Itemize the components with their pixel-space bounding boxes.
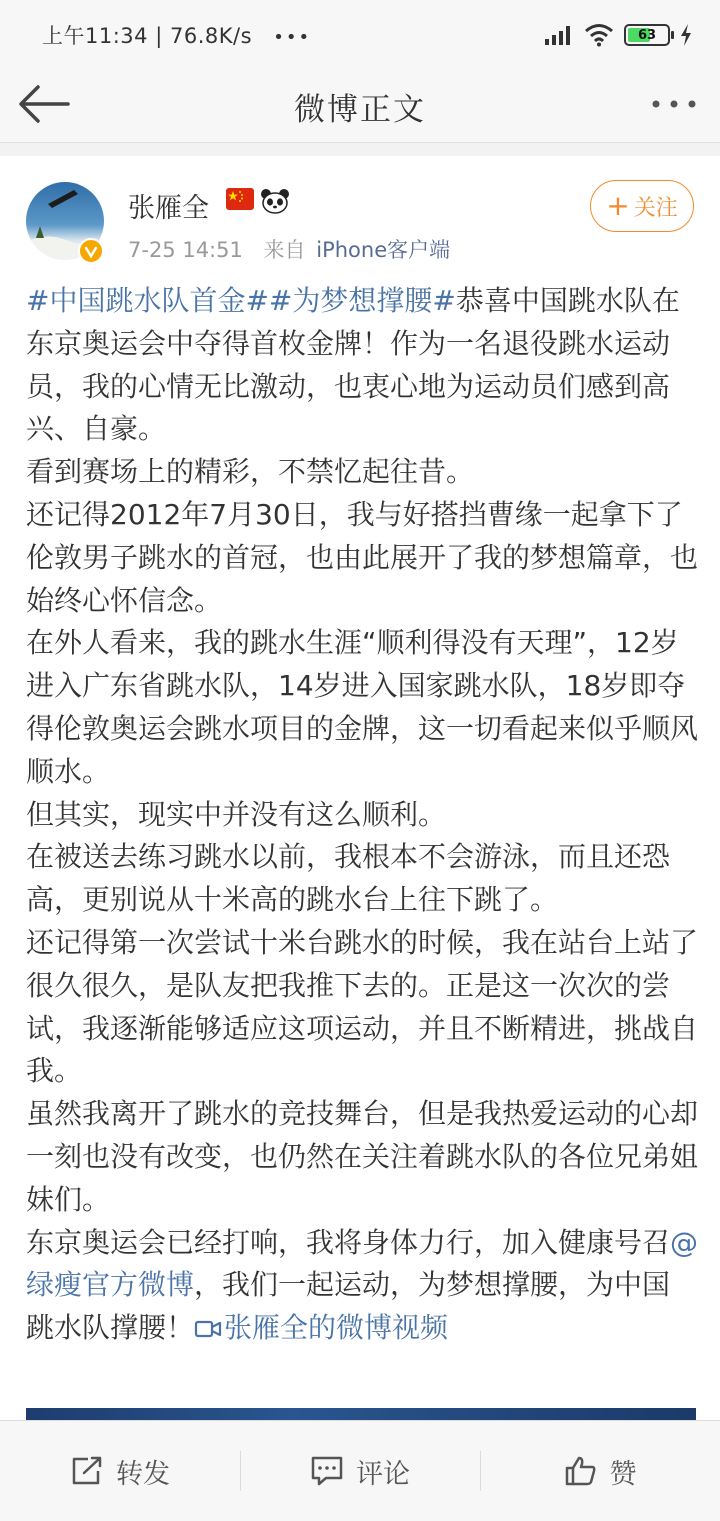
- mention-link[interactable]: @绿瘦官方微博: [26, 1225, 699, 1302]
- paragraph-6: 在被送去练习跳水以前，我根本不会游泳，而且还恐高，更别说从十米高的跳水台上往下跳了。: [26, 840, 671, 917]
- author-name[interactable]: 张雁全: [128, 193, 209, 224]
- like-button[interactable]: [480, 1421, 720, 1521]
- follow-button[interactable]: [590, 180, 694, 232]
- charging-icon: [680, 24, 692, 46]
- action-bar: [0, 1420, 720, 1521]
- video-thumbnail[interactable]: [26, 1408, 696, 1420]
- post-source-link[interactable]: iPhone客户端: [316, 238, 451, 262]
- status-notification-dots: •••: [273, 27, 312, 48]
- video-link[interactable]: [194, 1311, 448, 1344]
- comment-label: 评论: [356, 1458, 410, 1490]
- paragraph-9-before: 东京奥运会已经打响，我将身体力行，加入健康号召: [26, 1225, 671, 1259]
- panda-icon: [260, 188, 290, 214]
- follow-label: 关注: [633, 195, 678, 221]
- plus-icon: +: [606, 189, 630, 222]
- video-link-label: 张雁全的微博视频: [224, 1311, 449, 1345]
- paragraph-1: [26, 280, 698, 451]
- post-meta: [128, 234, 450, 264]
- like-label: 赞: [609, 1458, 637, 1490]
- status-bar: [0, 0, 720, 66]
- author-badges: [226, 188, 290, 214]
- status-left: [42, 20, 311, 50]
- post-body: [26, 280, 698, 1350]
- signal-icon: [544, 24, 574, 46]
- paragraph-4: 在外人看来，我的跳水生涯“顺利得没有天理”，12岁进入广东省跳水队，14岁进入国家跳水队，18岁即夺得伦敦奥运会跳水项目的金牌，这一切看起来似乎顺风顺水。: [26, 626, 699, 788]
- status-right: [544, 22, 692, 48]
- paragraph-9: [26, 1222, 698, 1350]
- paragraph-2: 看到赛场上的精彩，不禁忆起往昔。: [26, 455, 475, 489]
- repost-button[interactable]: [0, 1421, 240, 1521]
- battery-icon: [624, 24, 670, 46]
- video-camera-icon: [194, 1318, 222, 1340]
- page-title: 微博正文: [294, 92, 426, 128]
- repost-icon: [70, 1455, 104, 1487]
- paragraph-9-after: ，我们一起运动，为梦想撑腰，为中国跳水队撑腰！: [26, 1268, 671, 1345]
- paragraph-5: 但其实，现实中并没有这么顺利。: [26, 797, 447, 831]
- comment-button[interactable]: [240, 1421, 480, 1521]
- status-time: 上午11:34: [42, 24, 149, 48]
- repost-label: 转发: [116, 1458, 170, 1490]
- paragraph-1-text: 恭喜中国跳水队在东京奥运会中夺得首枚金牌！作为一名退役跳水运动员，我的心情无比激动，也衷心地为运动员们感到高兴、自豪。: [26, 284, 680, 446]
- wifi-icon: [584, 23, 614, 47]
- topic-link[interactable]: #中国跳水队首金##为梦想撑腰#: [26, 284, 456, 317]
- china-flag-icon: [226, 188, 254, 210]
- status-net-speed: 76.8K/s: [169, 24, 253, 48]
- status-divider: |: [155, 24, 170, 48]
- thumbs-up-icon: [564, 1455, 598, 1487]
- verified-badge-icon: [78, 238, 104, 264]
- comment-icon: [310, 1455, 344, 1487]
- paragraph-7: 还记得第一次尝试十米台跳水的时候，我在站台上站了很久很久，是队友把我推下去的。正是这一次次的尝试，我逐渐能够适应这项运动，并且不断精进，挑战自我。: [26, 925, 699, 1088]
- post-card: [0, 156, 720, 1420]
- paragraph-3: 还记得2012年7月30日，我与好搭挡曹缘一起拿下了伦敦男子跳水的首冠，也由此展开了我的梦想篇章，也始终心怀信念。: [26, 497, 699, 617]
- battery-level: 63: [637, 27, 657, 43]
- post-time: 7-25 14:51: [128, 238, 243, 262]
- more-options-icon[interactable]: [648, 88, 700, 120]
- nav-bar: [0, 66, 720, 143]
- paragraph-8: 虽然我离开了跳水的竞技舞台，但是我热爱运动的心却一刻也没有改变，也仍然在关注着跳水队的各位兄弟姐妹们。: [26, 1097, 699, 1216]
- post-from-label: 来自: [263, 238, 306, 262]
